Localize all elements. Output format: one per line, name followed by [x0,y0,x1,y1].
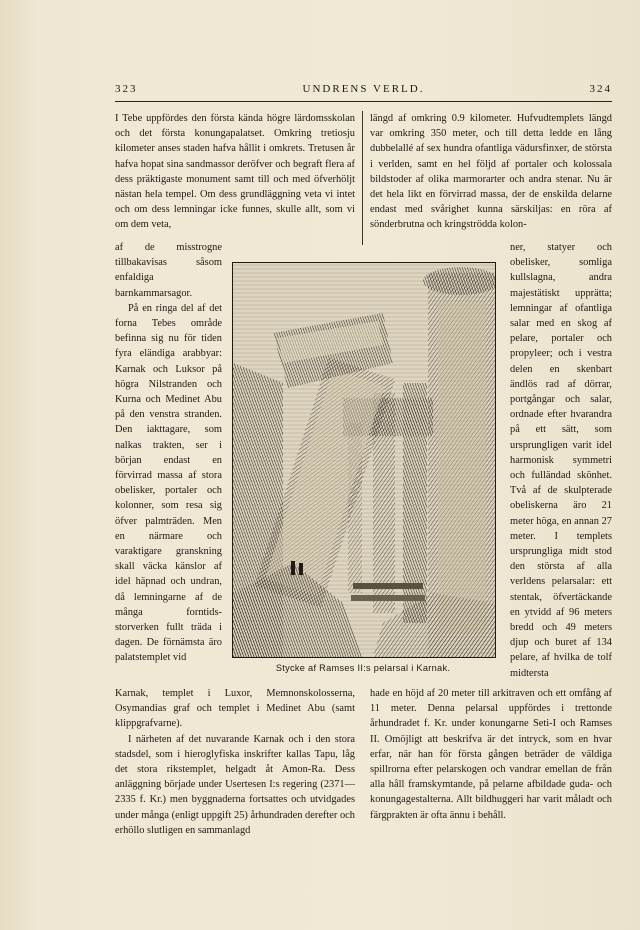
page-number-right: 324 [589,83,612,95]
paragraph: hade en höjd af 20 meter till arkitraven och ett omfång af 11 meter. Denna pelarsal uppfördes i trettonde århundradet f. Kr. under konungarne Seti-I och Ramses II. Omöjligt att beskrifva är det intryck, som en hvar erfar, när han för första gången beträder de väldiga spillrorna efter pelarskogen och vandrar emellan de från alla håll framskymtande, på pelarne afbildade guda- och konungagestalterna. Allt bildhuggeri har varit måladt och färgprakten är ofta ännu i behåll. [370,688,612,821]
paragraph: I Tebe uppfördes den första kända högre lärdomsskolan och det första konungapalatset. Omkring tretiosju kilometer anses staden hafva hållit i omkrets. Tretusen år hafva hopat sina sandmassor deröfver och begraft flera af dess präktigaste monument samt till och med öfverhöljt nästan hela tempel. Om dess grundläggning veta vi intet och om dess lemningar icke funnes, skulle allt, som vi om dem veta, [115,113,355,231]
right-column-top [370,111,612,233]
page-number-left: 323 [115,83,138,95]
paragraph: ner, statyer och obelisker, somliga kullslagna, andra majestätiskt upprätta; lemningar af ofantliga salar med en skog af pelare, portaler och propyleer; och i vestra delen en skenbart ändlös rad af dörrar, portgångar och salar, ordnade efter hvarandra på ett sätt, som ursprungligen varit idel harmonisk symmetri och fulländad skönhet. Två af de skulpterade obeliskerna äro 21 meter höga, en annan 27 meter. I templets ursprungliga midt stod den största af alla verldens pelarsalar: ett stentak, öfvertäckande en ytvidd af 96 meters bredd och 49 meters djup och buret af 134 pelare, af hvilka de tolf midtersta [510,242,612,679]
left-column-top [115,111,355,233]
engraving-illustration [232,262,496,658]
header-rule [115,101,612,102]
left-column-bottom [115,686,355,838]
left-column-narrow [115,240,222,666]
figure-caption: Stycke af Ramses II:s pelarsal i Karnak. [275,663,451,673]
paragraph: Karnak, templet i Luxor, Memnonskolosserna, Osymandias graf och templet i Medinet Abu (samt klippgrafvarne). [115,688,355,730]
paragraph: På en ringa del af det forna Tebes område befinna sig nu för tiden fyra eländiga arabbyar: Karnak och Luksor på högra Nilstranden och Kurna och Medinet Abu på den venstra stranden. Den iakttagare, som nalkas trakten, ser i början endast en förvirrad massa af stora obelisker, portaler och kolonner, som resa sig öfver palmträden. Men en närmare och varaktigare granskning skall väcka känslor af idel häpnad och undran, då lemningarne af de många forntids-storverken fullt träda i dagen. De förnämsta äro palatstemplet vid [115,302,222,664]
paragraph: I närheten af det nuvarande Karnak och i den stora stadsdel, som i hieroglyfiska inskrifter kallas Tapu, låg det stora rikstemplet, helgadt åt Amon-Ra. Dess anläggning började under Usertesen I:s regering (2371—2335 f. Kr.) men byggnaderna fortsattes och utvidgades under många (enligt uppgift 25) århundraden derefter och erhöllo slutligen en sammanlagd [115,733,355,836]
running-header [115,83,612,99]
paragraph: af de misstrogne tillbakavisas såsom enfaldiga barnkammarsagor. [115,242,222,299]
right-column-bottom [370,686,612,823]
paragraph: längd af omkring 0.9 kilometer. Hufvudtemplets längd var omkring 350 meter, och till detta ledde en lång dubbelallé af sex hundra ofantliga vädursfinxer, de största i verlden, samt en hel följd af portaler och kolossala bildstoder af olika marmorarter och andra stenar. Nu är det hela likt en förvirrad massa, der de enskilda delarne endast med svårighet kunna särskiljas: en röra af sönderbrutna och kringströdda kolon- [370,113,612,231]
right-column-narrow [510,240,612,681]
column-rule [362,111,363,245]
running-title: UNDRENS VERLD. [302,83,425,95]
